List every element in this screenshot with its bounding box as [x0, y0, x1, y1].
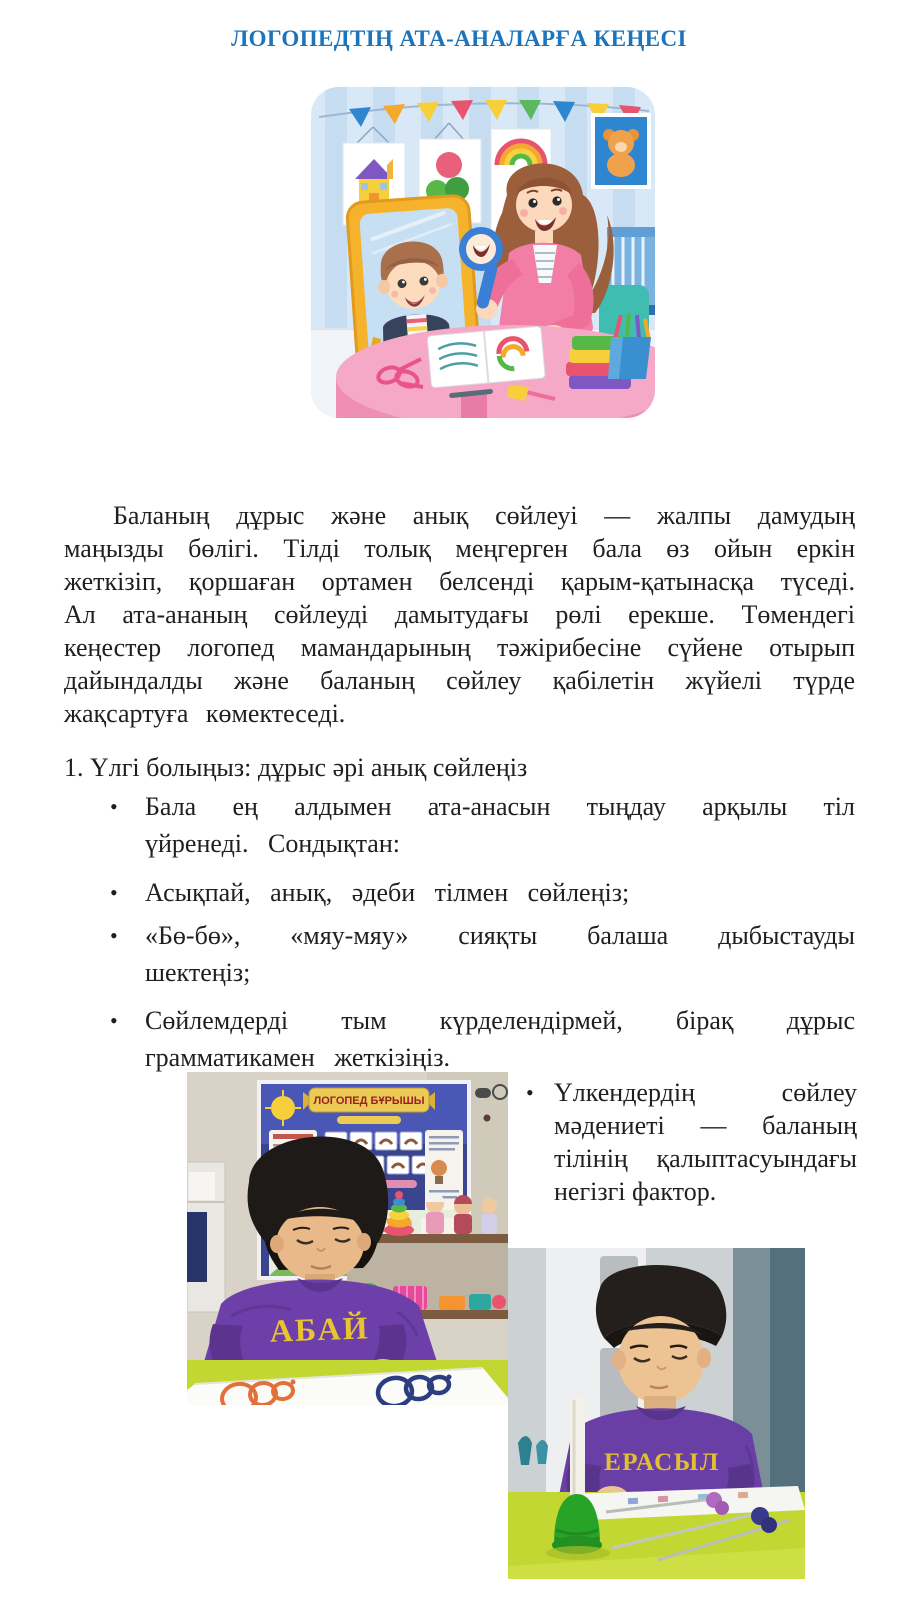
list-item: [104, 917, 855, 991]
photo-right-svg: [508, 1248, 805, 1579]
shirt-text-erasyl: ЕРАСЫЛ: [604, 1449, 720, 1476]
list-item: [104, 788, 855, 862]
list-item: [522, 1076, 857, 1208]
bullet-marker: •: [110, 880, 118, 905]
list-item: [104, 874, 855, 911]
notebook: [427, 326, 545, 388]
shirt-text-abai: АБАЙ: [269, 1309, 371, 1349]
list-item: [104, 1002, 855, 1076]
bullet-text: Үлкендердің сөйлеу мәдениеті — баланың тілінің қалыптасуындағы негізгі фактор.: [554, 1078, 857, 1206]
therapy-room-illustration: [311, 87, 655, 418]
binder: [187, 1212, 207, 1282]
poster-title: ЛОГОПЕД БҰРЫШЫ: [313, 1095, 425, 1107]
bullet-marker: •: [110, 923, 118, 948]
photo-left-svg: [187, 1072, 508, 1405]
bullet-marker: •: [110, 1008, 118, 1033]
teddy-picture: [593, 115, 649, 187]
bullet-marker: •: [526, 1080, 534, 1105]
hero-illustration: [311, 87, 655, 418]
photo-child-tracing: [187, 1072, 508, 1405]
bullet-marker: •: [110, 794, 118, 819]
photo-child-bell: [508, 1248, 805, 1579]
bullet-text: Асықпай, анық, әдеби тілмен сөйлеңіз;: [145, 878, 630, 907]
bullet-text: Бала ең алдымен ата-анасын тыңдау арқылы тіл үйренеді. Сондықтан:: [145, 792, 855, 858]
dolls: [426, 1193, 497, 1234]
bullet-text: «Бө-бө», «мяу-мяу» сияқты балаша дыбыстауды шектеңіз;: [145, 921, 855, 987]
wall-dot: [484, 1115, 491, 1122]
page-title: ЛОГОПЕДТІҢ АТА-АНАЛАРҒА КЕҢЕСІ: [231, 26, 687, 51]
section1-heading: 1. Үлгі болыңыз: дұрыс әрі анық сөйлеңіз: [64, 753, 528, 782]
bullet-text: Сөйлемдерді тым күрделендірмей, бірақ дұрыс грамматикамен жеткізіңіз.: [145, 1006, 855, 1072]
intro-paragraph: Баланың дұрыс және анық сөйлеуі — жалпы дамудың маңызды бөлігі. Тілді толық меңгерген бала өз ойын еркін жеткізіп, қоршаған ортамен белсенді қарым-қатынасқа түседі. Ал ата-ананың сөйлеуді дамытудағы рөлі ерекше. Төмендегі кеңестер логопед мамандарының тәжірибесіне сүйене отырып дайындалды және баланың сөйлеу қабілетін жүйелі түрде жақсартуға көмектеседі.: [64, 501, 855, 728]
